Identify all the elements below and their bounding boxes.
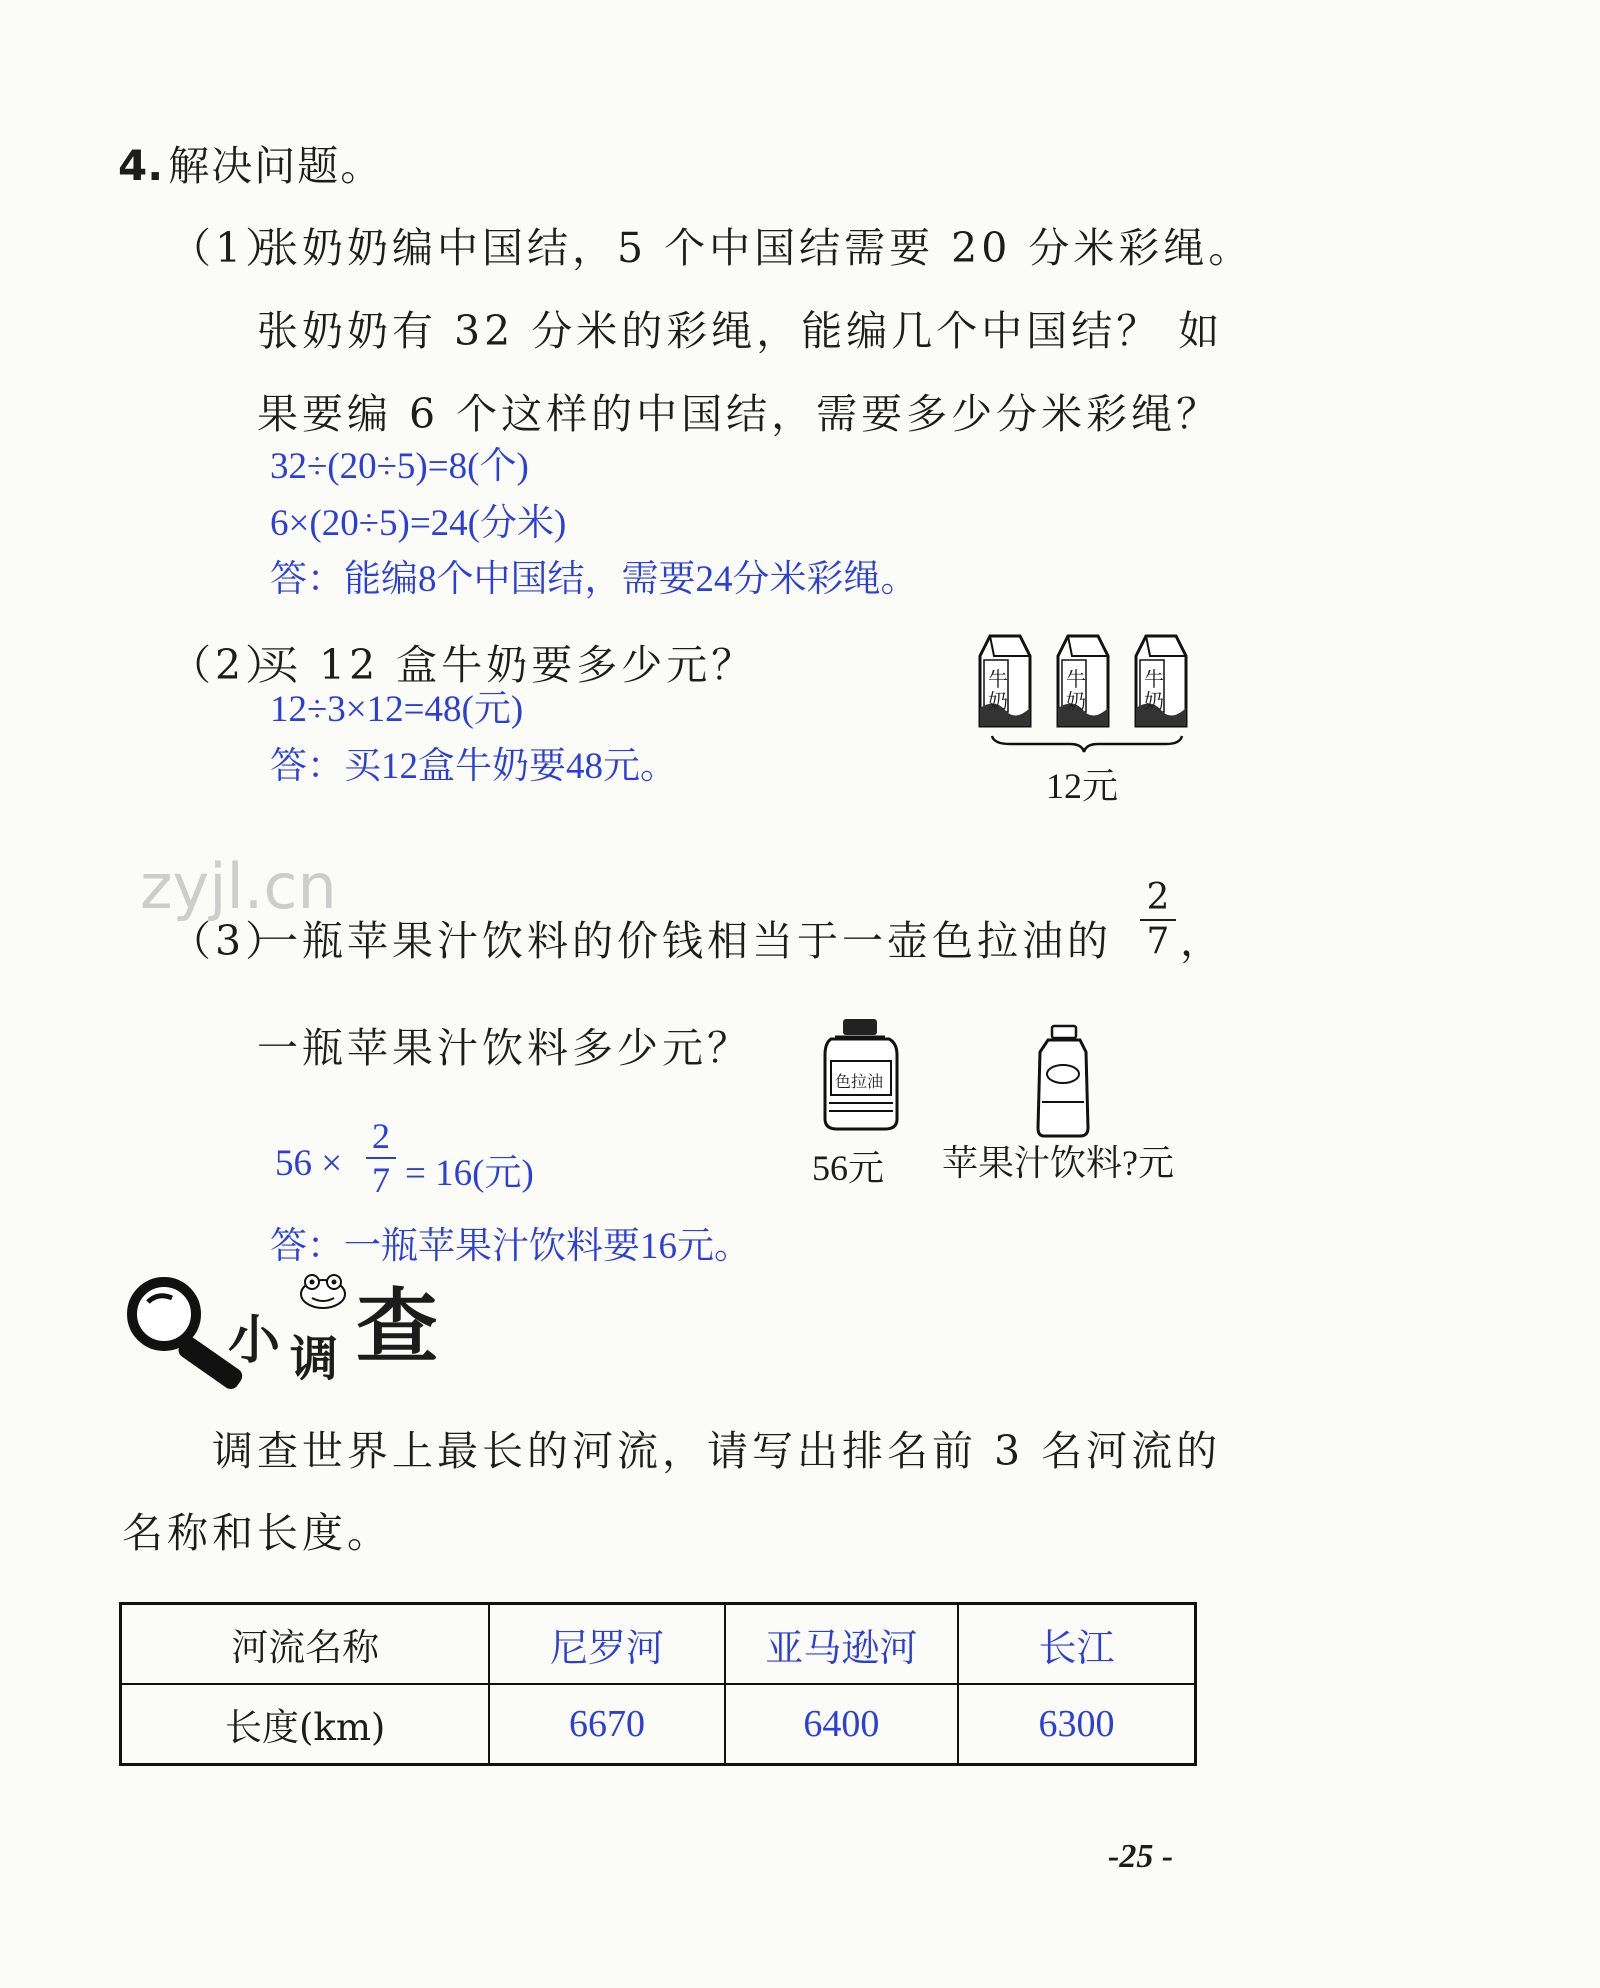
q2-answer-1: 12÷3×12=48(元): [270, 689, 524, 730]
answer-fraction-numerator: 2: [372, 1116, 390, 1156]
q3-answer-fraction: [366, 1118, 396, 1198]
q2-text: 买 12 盒牛奶要多少元？: [257, 641, 757, 689]
q3-line-2: 一瓶苹果汁饮料多少元？: [257, 1024, 752, 1072]
q3-answer-line: 答：一瓶苹果汁饮料要16元。: [270, 1226, 751, 1267]
carton-text-3: 牛奶: [1144, 667, 1164, 713]
watermark: zyjl.cn: [140, 850, 337, 923]
table-row: [121, 1604, 1196, 1685]
q2-answer-2: 答：买12盒牛奶要48元。: [270, 746, 677, 787]
q2-label: （2）: [170, 641, 291, 689]
oil-label-text: 色拉油: [835, 1072, 884, 1091]
river-length-cell: 6300: [958, 1684, 1195, 1765]
river-length-cell: 6670: [489, 1684, 724, 1765]
table-row: [121, 1684, 1196, 1765]
survey-text-line-2: 名称和长度。: [122, 1509, 392, 1557]
frog-icon: [298, 1270, 348, 1310]
juice-bottle-icon: [1030, 1022, 1100, 1140]
oil-price: 56元: [812, 1148, 885, 1188]
row-header-length: 长度(km): [121, 1684, 490, 1765]
q3-label: （3）: [170, 917, 291, 965]
survey-title-small-2: 调: [290, 1331, 339, 1387]
q1-line-3: 果要编 6 个这样的中国结，需要多少分米彩绳？: [257, 390, 1222, 438]
q1-label: （1）: [170, 224, 291, 272]
q1-line-1: 张奶奶编中国结，5 个中国结需要 20 分米彩绳。: [257, 224, 1254, 272]
q3-line-1-end: ，: [1180, 917, 1225, 965]
section-title: 解决问题。: [168, 142, 384, 190]
q1-line-2: 张奶奶有 32 分米的彩绳，能编几个中国结？ 如: [257, 307, 1224, 355]
q1-answer-1: 32÷(20÷5)=8(个): [270, 446, 529, 487]
fraction-numerator: 2: [1146, 877, 1170, 918]
q3-line-1: 一瓶苹果汁饮料的价钱相当于一壶色拉油的: [257, 917, 1112, 965]
q3-fraction: [1140, 877, 1176, 962]
brace-icon: [992, 736, 1182, 752]
carton-text-1: 牛奶: [988, 667, 1008, 713]
q3-answer-right: = 16(元): [405, 1153, 534, 1194]
river-name-cell: 长江: [958, 1604, 1195, 1685]
river-name-cell: 尼罗河: [489, 1604, 724, 1685]
rivers-table: [119, 1602, 1197, 1766]
carton-text-2: 牛奶: [1066, 667, 1086, 713]
section-heading: [118, 133, 383, 192]
survey-title-small-1: 小: [228, 1311, 281, 1371]
survey-title-big: 查: [356, 1280, 439, 1375]
row-header-name: 河流名称: [121, 1604, 490, 1685]
survey-text-line-1: 调查世界上最长的河流，请写出排名前 3 名河流的: [212, 1427, 1222, 1475]
fraction-denominator: 7: [1146, 921, 1170, 962]
juice-caption: 苹果汁饮料?元: [942, 1143, 1174, 1183]
river-length-cell: 6400: [725, 1684, 958, 1765]
river-name-cell: 亚马逊河: [725, 1604, 958, 1685]
page-number: -25 -: [1108, 1838, 1174, 1875]
q3-answer-left: 56 ×: [275, 1143, 343, 1184]
section-number: 4.: [118, 141, 164, 190]
answer-fraction-denominator: 7: [372, 1160, 390, 1200]
q1-answer-3: 答：能编8个中国结，需要24分米彩绳。: [270, 559, 918, 600]
milk-price-label: 12元: [1046, 766, 1119, 806]
q1-answer-2: 6×(20÷5)=24(分米): [270, 503, 567, 544]
